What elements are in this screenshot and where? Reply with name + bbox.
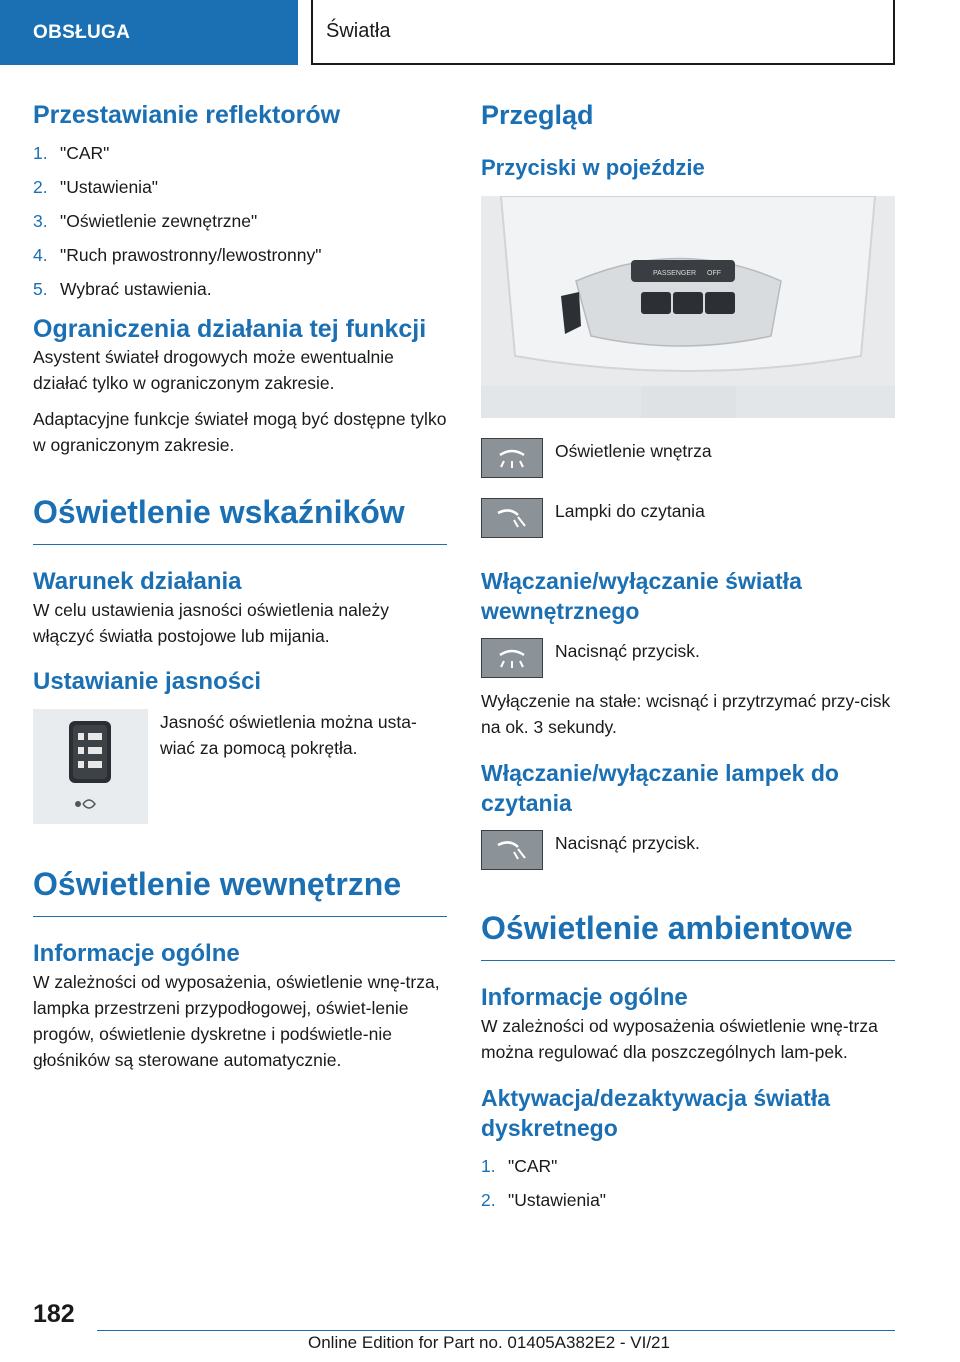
limitations-text-1: Asystent świateł drogowych może ewentualnie działać tylko w ograniczonym zakresie. — [33, 347, 394, 393]
heading-reading-toggle: Włączanie/wyłączanie lampek do czytania — [481, 760, 839, 816]
interior-light-icon — [492, 445, 532, 471]
condition-text: W celu ustawienia jasności oświetlenia należy włączyć światła postojowe lub mijania. — [33, 600, 390, 646]
section-label: OBSŁUGA — [33, 21, 131, 43]
right-column — [481, 100, 895, 1221]
page-number: 182 — [33, 1300, 75, 1328]
reading-light-button-icon — [481, 498, 543, 538]
reading-light-row — [481, 498, 895, 538]
chapter-label: Światła — [326, 20, 391, 42]
list-item: 1. "CAR" — [33, 143, 110, 163]
section-tab — [0, 0, 298, 65]
interior-light-label: Oświetlenie wnętrza — [555, 441, 712, 461]
limitations-text-2: Adaptacyjne funkcje świateł mogą być dostępne tylko w ograniczonym zakresie. — [33, 409, 447, 455]
ambient-general-text: W zależności od wyposażenia oświetlenie wnę-trza można regulować dla poszczególnych lam-pek. — [481, 1016, 878, 1062]
panel-label-passenger: PASSENGER — [653, 270, 697, 277]
heading-brightness: Ustawianie jasności — [33, 668, 262, 695]
reading-toggle-row — [481, 830, 895, 870]
heading-instrument-lighting: Oświetlenie wskaźników — [33, 492, 447, 545]
heading-general-info: Informacje ogólne — [33, 940, 240, 967]
heading-condition: Warunek działania — [33, 568, 242, 595]
brightness-row — [33, 709, 447, 824]
thumbwheel-icon — [33, 709, 148, 824]
headlight-steps — [33, 140, 447, 302]
interior-toggle-label: Nacisnąć przycisk. — [555, 641, 700, 661]
general-info-text: W zależności od wyposażenia, oświetlenie wnę-trza, lampka przestrzeni przypodłogowej, oświet-lenie progów, oświetlenie dyskretne i podświetle-nie głośników są sterowane automatycznie. — [33, 972, 440, 1070]
list-item: 2. "Ustawienia" — [481, 1190, 607, 1210]
discreet-light-steps — [481, 1153, 895, 1213]
list-item: 3. "Oświetlenie zewnętrzne" — [33, 211, 258, 231]
chapter-header — [311, 0, 895, 65]
roof-console-image — [481, 196, 895, 418]
reading-toggle-button-icon — [481, 830, 543, 870]
roof-console-icon — [481, 196, 895, 418]
left-column — [33, 100, 447, 1073]
list-item: 2. "Ustawienia" — [33, 177, 159, 197]
reading-light-label: Lampki do czytania — [555, 501, 705, 521]
interior-light-row — [481, 438, 895, 478]
list-item: 5. Wybrać ustawienia. — [33, 279, 212, 299]
panel-label-off: OFF — [707, 270, 721, 277]
heading-ambient-lighting: Oświetlenie ambientowe — [481, 908, 895, 961]
heading-interior-toggle: Włączanie/wyłączanie światła wewnętrznego — [481, 568, 802, 624]
heading-ambient-general: Informacje ogólne — [481, 984, 688, 1011]
interior-light-icon — [492, 645, 532, 671]
list-item: 1. "CAR" — [481, 1156, 558, 1176]
heading-limitations: Ograniczenia działania tej funkcji — [33, 315, 427, 343]
reading-light-icon — [492, 505, 532, 531]
footer-divider — [97, 1330, 895, 1331]
interior-toggle-row — [481, 638, 895, 678]
list-item: 4. "Ruch prawostronny/lewostronny" — [33, 245, 322, 265]
interior-toggle-button-icon — [481, 638, 543, 678]
heading-interior-lighting: Oświetlenie wewnętrzne — [33, 864, 447, 917]
reading-toggle-label: Nacisnąć przycisk. — [555, 833, 700, 853]
thumbwheel-image — [33, 709, 148, 824]
heading-headlight-adjust: Przestawianie reflektorów — [33, 101, 341, 129]
heading-discreet-light: Aktywacja/dezaktywacja światła dyskretnego — [481, 1085, 831, 1141]
heading-overview: Przegląd — [481, 100, 594, 130]
interior-light-button-icon — [481, 438, 543, 478]
brightness-text: Jasność oświetlenia można usta-wiać za pomocą pokrętła. — [160, 712, 417, 758]
interior-toggle-text: Wyłączenie na stałe: wcisnąć i przytrzymać przy-cisk na ok. 3 sekundy. — [481, 691, 891, 737]
reading-light-icon — [492, 837, 532, 863]
heading-vehicle-buttons: Przyciski w pojeździe — [481, 155, 705, 180]
edition-text: Online Edition for Part no. 01405A382E2 - VI/21 — [308, 1333, 670, 1352]
